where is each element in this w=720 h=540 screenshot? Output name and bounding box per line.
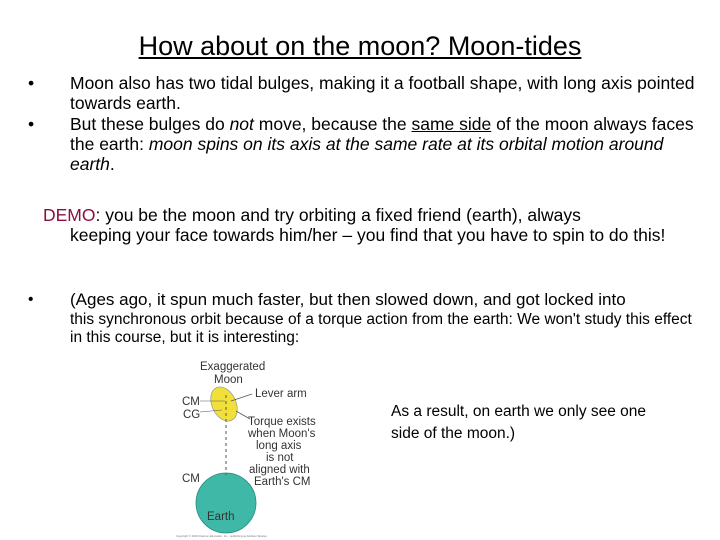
- demo-first-line: [43, 205, 683, 225]
- torque-label-line: long axis: [256, 440, 302, 452]
- bullet-text: [70, 114, 708, 174]
- ages-paragraph: [28, 291, 708, 349]
- bullet-text-part: move, because the: [253, 114, 412, 134]
- bullet-item: [28, 114, 708, 174]
- cm-bottom-label: CM: [182, 473, 200, 485]
- moon-label: Moon: [214, 374, 243, 386]
- bullet-text-part: of the moon always faces the earth:: [70, 114, 694, 154]
- slide-title: How about on the moon? Moon-tides: [138, 31, 582, 61]
- lever-arm-label: Lever arm: [255, 388, 307, 400]
- earth-label: Earth: [207, 511, 235, 523]
- caption-text: As a result, on earth we only see one side of the moon.): [391, 403, 647, 442]
- bullet-item: [28, 291, 708, 348]
- demo-label: DEMO: [43, 205, 96, 225]
- cg-label: CG: [183, 409, 201, 421]
- emphasis-text: not: [229, 114, 254, 134]
- bullet-list: [28, 73, 708, 175]
- torque-label-line: is not: [266, 452, 294, 464]
- bullet-text: Moon also has two tidal bulges, making it a football shape, with long axis pointed towards earth.: [70, 73, 695, 113]
- bullet-marker: •: [28, 73, 35, 93]
- demo-continuation: keeping your face towards him/her – you find that you have to spin to do this!: [70, 225, 666, 245]
- demo-paragraph: [43, 205, 683, 245]
- torque-label-line: aligned with: [249, 464, 310, 476]
- bullet-text-part: But these bulges do: [70, 114, 230, 134]
- cm-top-label: CM: [182, 396, 200, 408]
- ages-continuation: this synchronous orbit because of a torque action from the earth: We won't study this effect in this course, but it is interesting:: [70, 310, 692, 346]
- earth-shape: [196, 473, 256, 533]
- torque-label-line: Earth's CM: [254, 476, 311, 488]
- moon-shape: [206, 383, 243, 426]
- bullet-text: [70, 291, 708, 348]
- diagram-credit: Copyright © 2004 Pearson Education, Inc., publishing as Addison Wesley.: [176, 534, 268, 538]
- emphasis-text: moon spins on its axis at the same rate at its orbital motion around earth: [70, 134, 664, 174]
- bullet-marker: •: [28, 114, 35, 134]
- bullet-text-part: .: [109, 154, 115, 174]
- underlined-text: same side: [411, 114, 492, 134]
- ages-first-line: (Ages ago, it spun much faster, but then slowed down, and got locked into: [70, 290, 626, 309]
- demo-text: : you be the moon and try orbiting a fixed friend (earth), always: [95, 205, 581, 225]
- tidal-locking-diagram: [170, 357, 370, 540]
- exaggerated-label: Exaggerated: [200, 361, 266, 373]
- bullet-item: [28, 73, 708, 113]
- torque-label-line: Torque exists: [248, 416, 316, 428]
- bullet-marker: •: [28, 291, 34, 308]
- torque-label-line: when Moon's: [248, 428, 316, 440]
